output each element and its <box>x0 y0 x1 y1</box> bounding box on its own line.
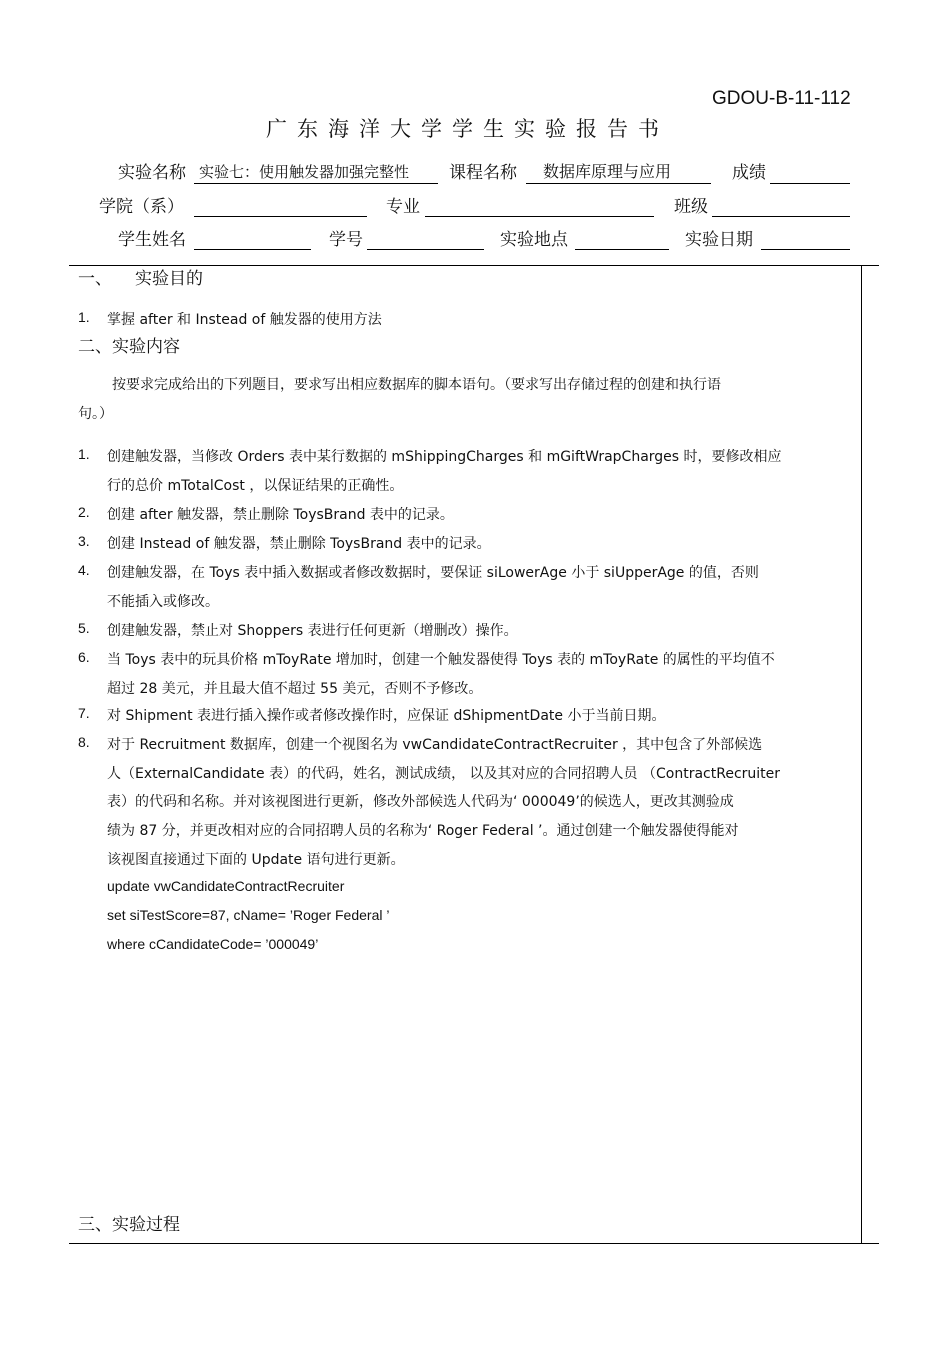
major-label: 专业 <box>386 197 420 217</box>
item-number: 1. <box>78 446 90 462</box>
student-id-underline <box>367 249 484 250</box>
sql-line: set siTestScore=87, cName= ’Roger Federal ’ <box>107 907 390 923</box>
section2-intro-line-1: 按要求完成给出的下列题目，要求写出相应数据库的脚本语句。（要求写出存储过程的创建和执行语 <box>112 377 721 393</box>
item-line: 创建 after 触发器，禁止删除 ToysBrand 表中的记录。 <box>107 507 454 523</box>
location-label: 实验地点 <box>500 230 568 250</box>
student-name-underline <box>194 249 311 250</box>
item-line: 当 Toys 表中的玩具价格 mToyRate 增加时，创建一个触发器使得 Toys 表的 mToyRate 的属性的平均值不 <box>107 652 775 668</box>
item-line: 创建触发器，在 Toys 表中插入数据或者修改数据时，要保证 siLowerAge 小于 siUpperAge 的值，否则 <box>107 565 759 581</box>
section1-item-number: 1. <box>78 309 90 325</box>
grade-underline <box>770 183 850 184</box>
section1-item-text: 掌握 after 和 Instead of 触发器的使用方法 <box>107 312 382 328</box>
grade-label: 成绩 <box>732 163 766 183</box>
item-line: 不能插入或修改。 <box>107 594 219 610</box>
sql-line: update vwCandidateContractRecruiter <box>107 878 345 894</box>
item-line: 对于 Recruitment 数据库，创建一个视图名为 vwCandidateContractRecruiter ，其中包含了外部候选 <box>107 737 763 753</box>
item-line: 表）的代码和名称。并对该视图进行更新，修改外部候选人代码为‘ 000049’的候选人，更改其测验成 <box>107 794 734 810</box>
course-value: 数据库原理与应用 <box>543 162 672 181</box>
student-id-label: 学号 <box>329 230 363 250</box>
item-number: 7. <box>78 705 90 721</box>
item-number: 2. <box>78 504 90 520</box>
item-line: 行的总价 mTotalCost ，以保证结果的正确性。 <box>107 478 404 494</box>
experiment-name-underline <box>194 183 438 184</box>
item-line: 超过 28 美元，并且最大值不超过 55 美元，否则不予修改。 <box>107 681 483 697</box>
class-underline <box>712 216 850 217</box>
item-line: 创建 Instead of 触发器，禁止删除 ToysBrand 表中的记录。 <box>107 536 491 552</box>
item-line: 绩为 87 分，并更改相对应的合同招聘人员的名称为‘ Roger Federal ’。通过创建一个触发器使得能对 <box>107 823 739 839</box>
college-underline <box>194 216 367 217</box>
section1-title: 实验目的 <box>135 269 203 289</box>
item-line: 对 Shipment 表进行插入操作或者修改操作时，应保证 dShipmentDate 小于当前日期。 <box>107 708 666 724</box>
sql-line: where cCandidateCode= ’000049’ <box>107 936 319 952</box>
item-number: 6. <box>78 649 90 665</box>
class-label: 班级 <box>674 197 708 217</box>
experiment-name-label: 实验名称 <box>118 163 186 183</box>
content-box-right-border <box>861 265 862 1243</box>
college-label: 学院（系） <box>99 197 184 217</box>
section2-title: 二、实验内容 <box>78 337 180 357</box>
section3-title: 三、实验过程 <box>78 1215 180 1235</box>
student-name-label: 学生姓名 <box>118 230 186 250</box>
location-underline <box>575 249 669 250</box>
item-number: 5. <box>78 620 90 636</box>
item-line: 该视图直接通过下面的 Update 语句进行更新。 <box>107 852 405 868</box>
course-label: 课程名称 <box>449 163 517 183</box>
item-line: 创建触发器，当修改 Orders 表中某行数据的 mShippingCharges 和 mGiftWrapCharges 时，要修改相应 <box>107 449 782 465</box>
item-line: 人（ExternalCandidate 表）的代码，姓名，测试成绩， 以及其对应的合同招聘人员 （ContractRecruiter <box>107 766 781 782</box>
item-number: 8. <box>78 734 90 750</box>
section1-marker: 一、 <box>78 269 112 289</box>
date-underline <box>761 249 850 250</box>
experiment-name-value: 实验七：使用触发器加强完整性 <box>199 163 410 181</box>
document-title: 广东海洋大学学生实验报告书 <box>266 117 669 141</box>
document-code: GDOU-B-11-112 <box>712 88 851 109</box>
course-underline <box>526 183 711 184</box>
section2-intro-line-2: 句。） <box>78 406 113 422</box>
major-underline <box>425 216 654 217</box>
date-label: 实验日期 <box>685 230 753 250</box>
content-box-bottom-border <box>69 1243 879 1244</box>
item-number: 3. <box>78 533 90 549</box>
item-number: 4. <box>78 562 90 578</box>
item-line: 创建触发器，禁止对 Shoppers 表进行任何更新（增删改）操作。 <box>107 623 518 639</box>
